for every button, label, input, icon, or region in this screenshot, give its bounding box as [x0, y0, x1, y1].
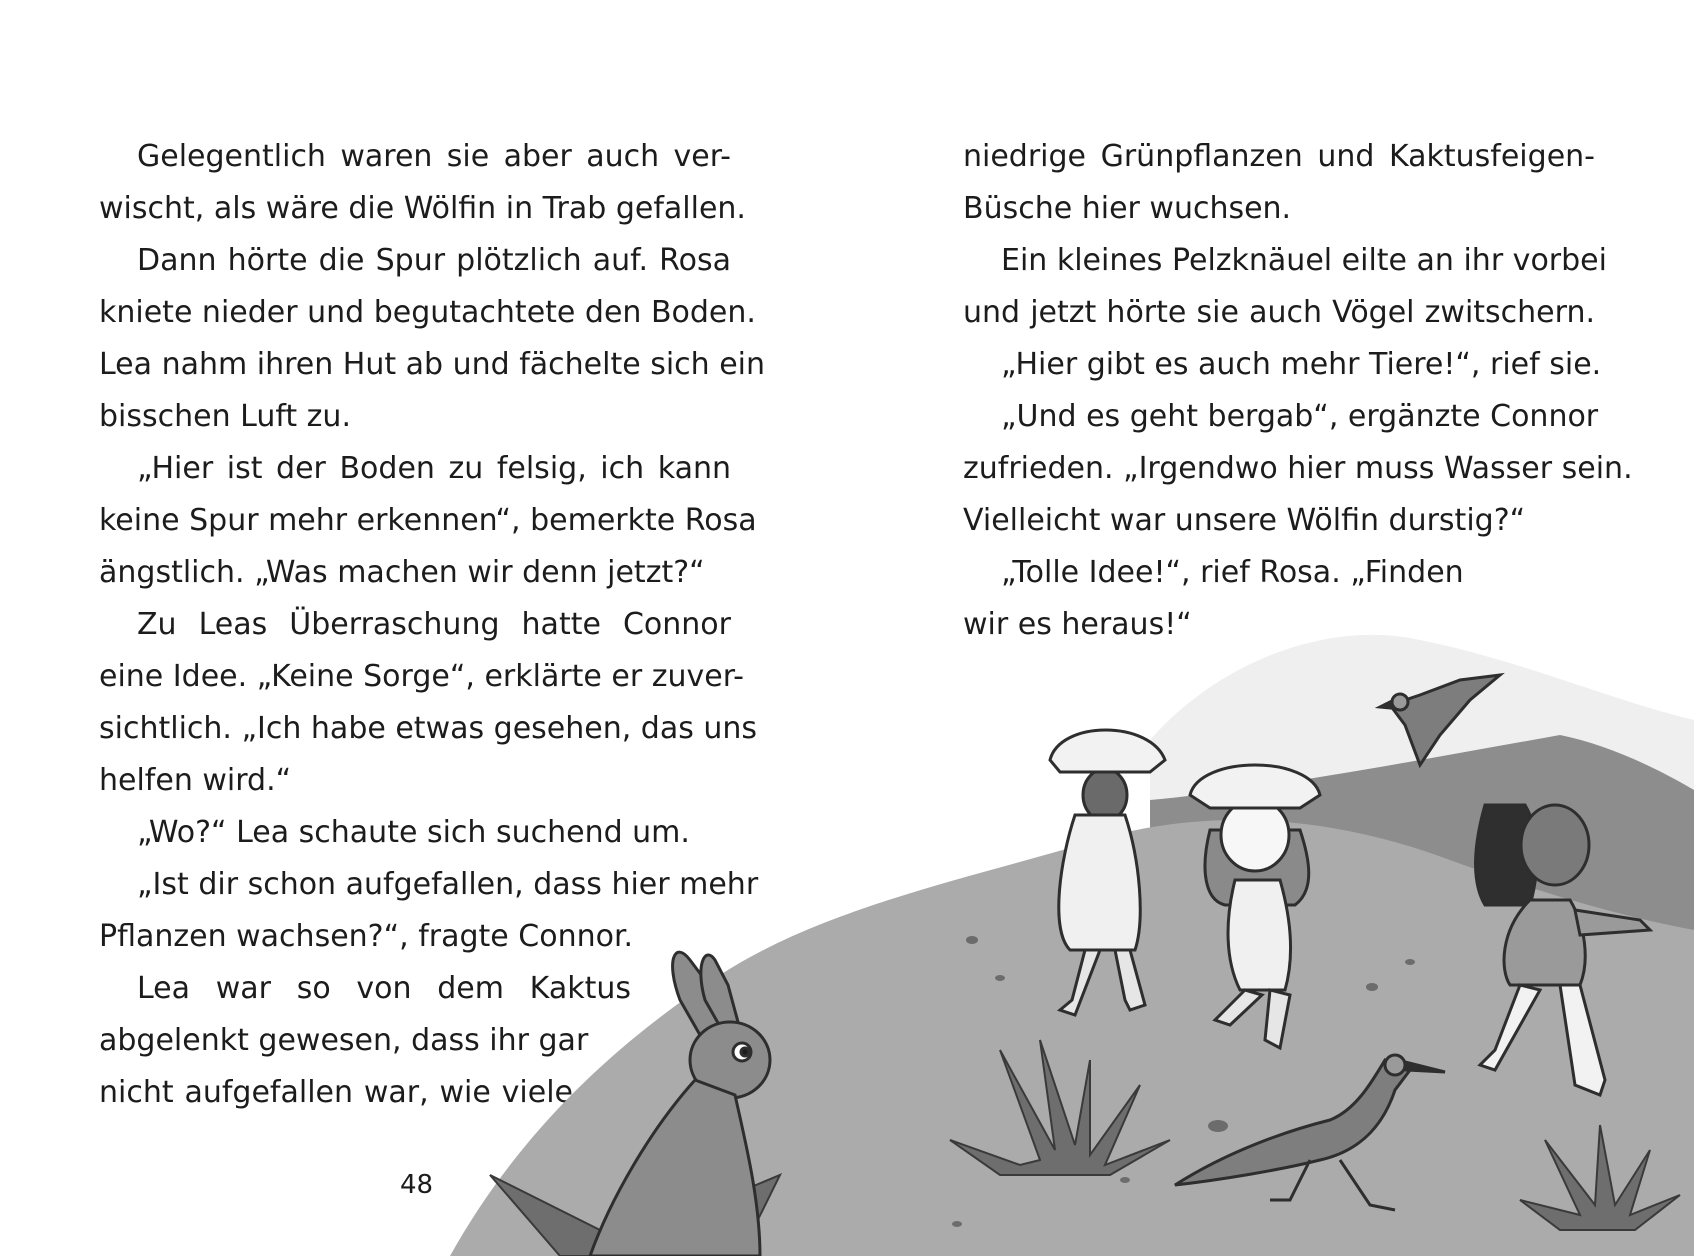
text-line: bisschen Luft zu. — [99, 399, 351, 434]
page-number: 48 — [400, 1170, 434, 1200]
text-line: Vielleicht war unsere Wölfin durstig?“ — [963, 503, 1526, 538]
text-line: Gelegentlich waren sie aber auch ver- — [137, 139, 731, 174]
text-line: keine Spur mehr erkennen“, bemerkte Rosa — [99, 503, 757, 538]
text-line: wischt, als wäre die Wölfin in Trab gefallen. — [99, 191, 746, 226]
text-line: „Hier gibt es auch mehr Tiere!“, rief sie. — [1001, 347, 1602, 382]
text-line: helfen wird.“ — [99, 763, 292, 798]
text-line: Lea war so von dem Kaktus — [137, 971, 631, 1006]
text-line: ängstlich. „Was machen wir denn jetzt?“ — [99, 555, 705, 590]
text-line: Lea nahm ihren Hut ab und fächelte sich ein — [99, 347, 766, 382]
text-line: „Hier ist der Boden zu felsig, ich kann — [137, 451, 731, 486]
text-line: Pflanzen wachsen?“, fragte Connor. — [99, 919, 634, 954]
text-line: sichtlich. „Ich habe etwas gesehen, das uns — [99, 711, 758, 746]
text-line: nicht aufgefallen war, wie viele — [99, 1075, 573, 1110]
text-line: „Tolle Idee!“, rief Rosa. „Finden — [1001, 555, 1464, 590]
text-line: Ein kleines Pelzknäuel eilte an ihr vorbei — [1001, 243, 1607, 278]
text-line: eine Idee. „Keine Sorge“, erklärte er zuver- — [99, 659, 744, 694]
text-line: „Wo?“ Lea schaute sich suchend um. — [137, 815, 690, 850]
text-line: kniete nieder und begutachtete den Boden. — [99, 295, 756, 330]
text-line: Büsche hier wuchsen. — [963, 191, 1292, 226]
text-line: Zu Leas Überraschung hatte Connor — [137, 607, 731, 642]
text-line: zufrieden. „Irgendwo hier muss Wasser sein. — [963, 451, 1633, 486]
text-line: Dann hörte die Spur plötzlich auf. Rosa — [137, 243, 731, 278]
text-line: „Und es geht bergab“, ergänzte Connor — [1001, 399, 1599, 434]
text-line: niedrige Grünpflanzen und Kaktusfeigen- — [963, 139, 1595, 174]
text-line: abgelenkt gewesen, dass ihr gar — [99, 1023, 589, 1058]
text-line: und jetzt hörte sie auch Vögel zwitschern. — [963, 295, 1595, 330]
text-line: wir es heraus!“ — [963, 607, 1192, 642]
text-line: „Ist dir schon aufgefallen, dass hier mehr — [137, 867, 759, 902]
